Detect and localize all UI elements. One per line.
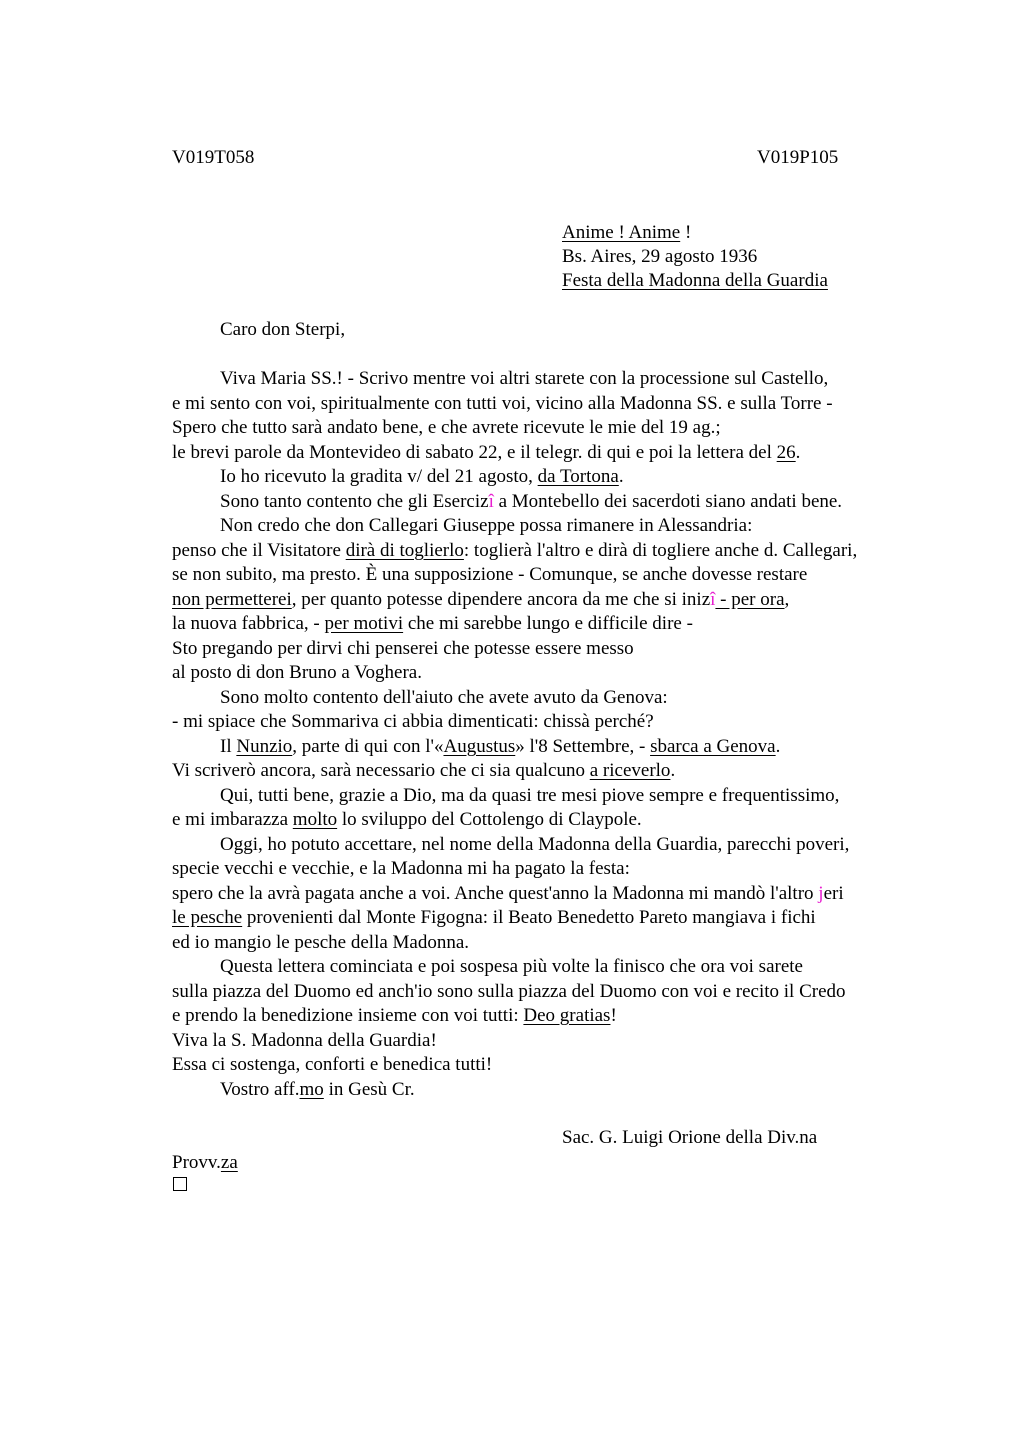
salutation: Caro don Sterpi, — [220, 319, 346, 340]
body-line: Viva la S. Madonna della Guardia! — [172, 1030, 437, 1051]
body-line: le pesche provenienti dal Monte Figogna: il Beato Benedetto Pareto mangiava i fichi — [172, 907, 816, 928]
body-line: Il Nunzio, parte di qui con l'«Augustus» l'8 Settembre, - sbarca a Genova. — [220, 736, 781, 757]
body-line: le brevi parole da Montevideo di sabato 22, e il telegr. di qui e poi la lettera del 26. — [172, 442, 801, 463]
feast-title: Festa della Madonna della Guardia — [562, 270, 828, 291]
body-line: Io ho ricevuto la gradita v/ del 21 agosto, da Tortona. — [220, 466, 624, 487]
body-line: Viva Maria SS.! - Scrivo mentre voi altri starete con la processione sul Castello, — [220, 368, 829, 389]
letter-date: Bs. Aires, 29 agosto 1936 — [562, 246, 758, 267]
signature: Sac. G. Luigi Orione della Div.na — [562, 1127, 818, 1148]
body-line: e prendo la benedizione insieme con voi tutti: Deo gratias! — [172, 1005, 617, 1026]
body-line: ed io mangio le pesche della Madonna. — [172, 932, 470, 953]
body-line: e mi imbarazza molto lo sviluppo del Cottolengo di Claypole. — [172, 809, 642, 830]
body-line: Sto pregando per dirvi chi penserei che potesse essere messo — [172, 638, 634, 659]
body-line: non permetterei, per quanto potesse dipendere ancora da me che si inizî - per ora, — [172, 589, 790, 610]
document-code-left: V019T058 — [172, 147, 255, 168]
body-line: Sono tanto contento che gli Esercizî a Montebello dei sacerdoti siano andati bene. — [220, 491, 843, 512]
body-line: la nuova fabbrica, - per motivi che mi sarebbe lungo e difficile dire - — [172, 613, 693, 634]
body-line: spero che la avrà pagata anche a voi. Anche quest'anno la Madonna mi mandò l'altro jeri — [172, 883, 844, 904]
body-line: e mi sento con voi, spiritualmente con tutti voi, vicino alla Madonna SS. e sulla Torre - — [172, 393, 833, 414]
body-line: Sono molto contento dell'aiuto che avete avuto da Genova: — [220, 687, 668, 708]
body-line: specie vecchi e vecchie, e la Madonna mi ha pagato la festa: — [172, 858, 630, 879]
body-line: Qui, tutti bene, grazie a Dio, ma da quasi tre mesi piove sempre e frequentissimo, — [220, 785, 840, 806]
body-line: Non credo che don Callegari Giuseppe possa rimanere in Alessandria: — [220, 515, 753, 536]
body-line: - mi spiace che Sommariva ci abbia dimenticati: chissà perché? — [172, 711, 654, 732]
document-code-right: V019P105 — [757, 147, 839, 168]
body-line: Vi scriverò ancora, sarà necessario che ci sia qualcuno a riceverlo. — [172, 760, 676, 781]
empty-box-symbol — [173, 1177, 187, 1191]
heading-exclamation: Anime ! Anime ! — [562, 222, 692, 243]
body-line: se non subito, ma presto. È una supposizione - Comunque, se anche dovesse restare — [172, 564, 808, 585]
closing-line: Vostro aff.mo in Gesù Cr. — [220, 1079, 415, 1100]
body-line: sulla piazza del Duomo ed anch'io sono sulla piazza del Duomo con voi e recito il Credo — [172, 981, 846, 1002]
body-line: Essa ci sostenga, conforti e benedica tutti! — [172, 1054, 493, 1075]
body-line: al posto di don Bruno a Voghera. — [172, 662, 422, 683]
body-line: Spero che tutto sarà andato bene, e che avrete ricevute le mie del 19 ag.; — [172, 417, 721, 438]
body-line: Questa lettera cominciata e poi sospesa più volte la finisco che ora voi sarete — [220, 956, 803, 977]
body-line: penso che il Visitatore dirà di toglierlo: toglierà l'altro e dirà di togliere anche d. Callegari, — [172, 540, 858, 561]
body-line: Oggi, ho potuto accettare, nel nome della Madonna della Guardia, parecchi poveri, — [220, 834, 850, 855]
signature-continuation: Provv.za — [172, 1152, 238, 1173]
